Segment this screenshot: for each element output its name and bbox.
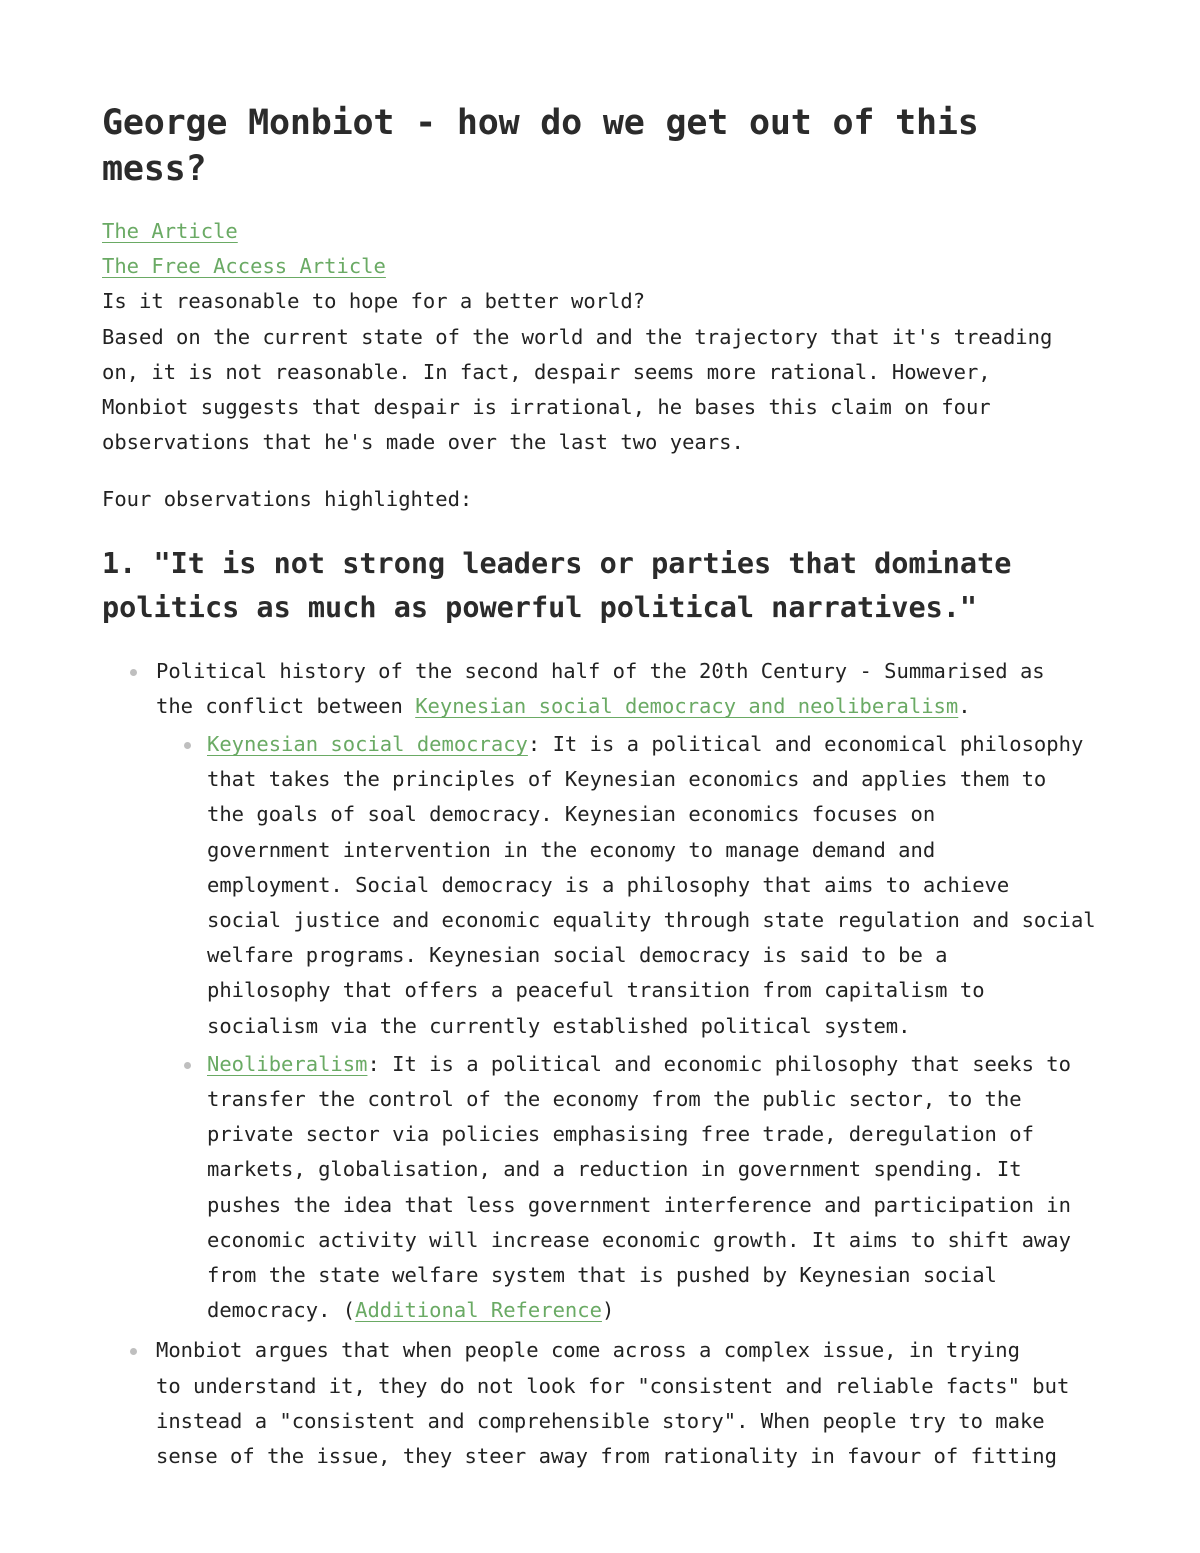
sublist (156, 727, 1102, 1328)
article-link[interactable]: The Article (102, 219, 238, 243)
list-item-line: that takes the principles of Keynesian economics and applies them to (207, 767, 1047, 792)
list-item-keynesian (156, 727, 1102, 1044)
list-item-line: social justice and economic equality through state regulation and social (207, 908, 1096, 933)
list-item-line: instead a "consistent and comprehensible story". When people try to make (156, 1408, 1045, 1433)
document-page (102, 100, 1102, 1479)
list-item-line: markets, globalisation, and a reduction in government spending. It (207, 1157, 1022, 1182)
list-item-line: economic activity will increase economic growth. It aims to shift away (207, 1227, 1071, 1252)
four-observations-label: Four observations highlighted: (102, 487, 473, 512)
list-item-line: from the state welfare system that is pushed by Keynesian social (207, 1263, 997, 1288)
observation-heading-line: 1. "It is not strong leaders or parties that dominate (102, 546, 1012, 580)
list-item-line: Neoliberalism: It is a political and economic philosophy that seeks to (207, 1051, 1071, 1076)
intro-line: observations that he's made over the last two years. (102, 430, 744, 455)
bullet-icon (130, 1348, 137, 1355)
intro-line: on, it is not reasonable. In fact, despair seems more rational. However, (102, 359, 991, 384)
list-item-neoliberalism (156, 1047, 1102, 1329)
observation-1-heading (102, 542, 1102, 630)
list-item-line: the conflict between Keynesian social democracy and neoliberalism. (156, 693, 971, 718)
intro-question: Is it reasonable to hope for a better world? (102, 289, 646, 314)
list-item-line: philosophy that offers a peaceful transition from capitalism to (207, 978, 985, 1003)
keynesian-social-democracy-link[interactable]: Keynesian social democracy (207, 732, 528, 757)
bullet-icon (184, 1062, 191, 1069)
list-item-line: pushes the idea that less government interference and participation in (207, 1192, 1071, 1217)
intro-line: Based on the current state of the world and the trajectory that it's treading (102, 324, 1053, 349)
list-item-line: welfare programs. Keynesian social democracy is said to be a (207, 943, 948, 968)
list-item-line: sense of the issue, they steer away from rationality in favour of fitting (156, 1444, 1057, 1469)
list-item-line: Keynesian social democracy: It is a political and economical philosophy (207, 732, 1084, 757)
article-links (102, 214, 1102, 284)
observation-heading-line: politics as much as powerful political narratives." (102, 590, 978, 624)
intro-paragraph (102, 284, 1102, 460)
list-item-line: Political history of the second half of the 20th Century - Summarised as (156, 658, 1045, 683)
list-item-line: private sector via policies emphasising free trade, deregulation of (207, 1122, 1034, 1147)
list-item-line: socialism via the currently established political system. (207, 1013, 911, 1038)
bullet-icon (130, 669, 137, 676)
observation-1-list (102, 654, 1102, 1475)
title-line-1: George Monbiot - how do we get out of this (102, 103, 979, 143)
list-item-line: democracy. (Additional Reference) (207, 1298, 615, 1323)
title-line-2: mess? (102, 149, 207, 189)
list-item-line: government intervention in the economy to manage demand and (207, 837, 936, 862)
bullet-icon (184, 742, 191, 749)
list-item-line: employment. Social democracy is a philosophy that aims to achieve (207, 872, 1010, 897)
neoliberalism-link[interactable]: Neoliberalism (207, 1051, 368, 1076)
list-item-line: to understand it, they do not look for "consistent and reliable facts" but (156, 1373, 1070, 1398)
list-item-line: the goals of soal democracy. Keynesian economics focuses on (207, 802, 936, 827)
list-item-political-history (102, 654, 1102, 1329)
keynesian-vs-neoliberalism-link[interactable]: Keynesian social democracy and neoliberalism (415, 693, 959, 718)
free-access-article-link[interactable]: The Free Access Article (102, 254, 386, 279)
additional-reference-link[interactable]: Additional Reference (355, 1298, 602, 1323)
list-item-line: Monbiot argues that when people come across a complex issue, in trying (156, 1338, 1020, 1363)
list-item-line: transfer the control of the economy from the public sector, to the (207, 1087, 1022, 1112)
intro-line: Monbiot suggests that despair is irrational, he bases this claim on four (102, 395, 991, 420)
list-item-narratives (102, 1333, 1102, 1474)
page-title (102, 100, 1102, 192)
